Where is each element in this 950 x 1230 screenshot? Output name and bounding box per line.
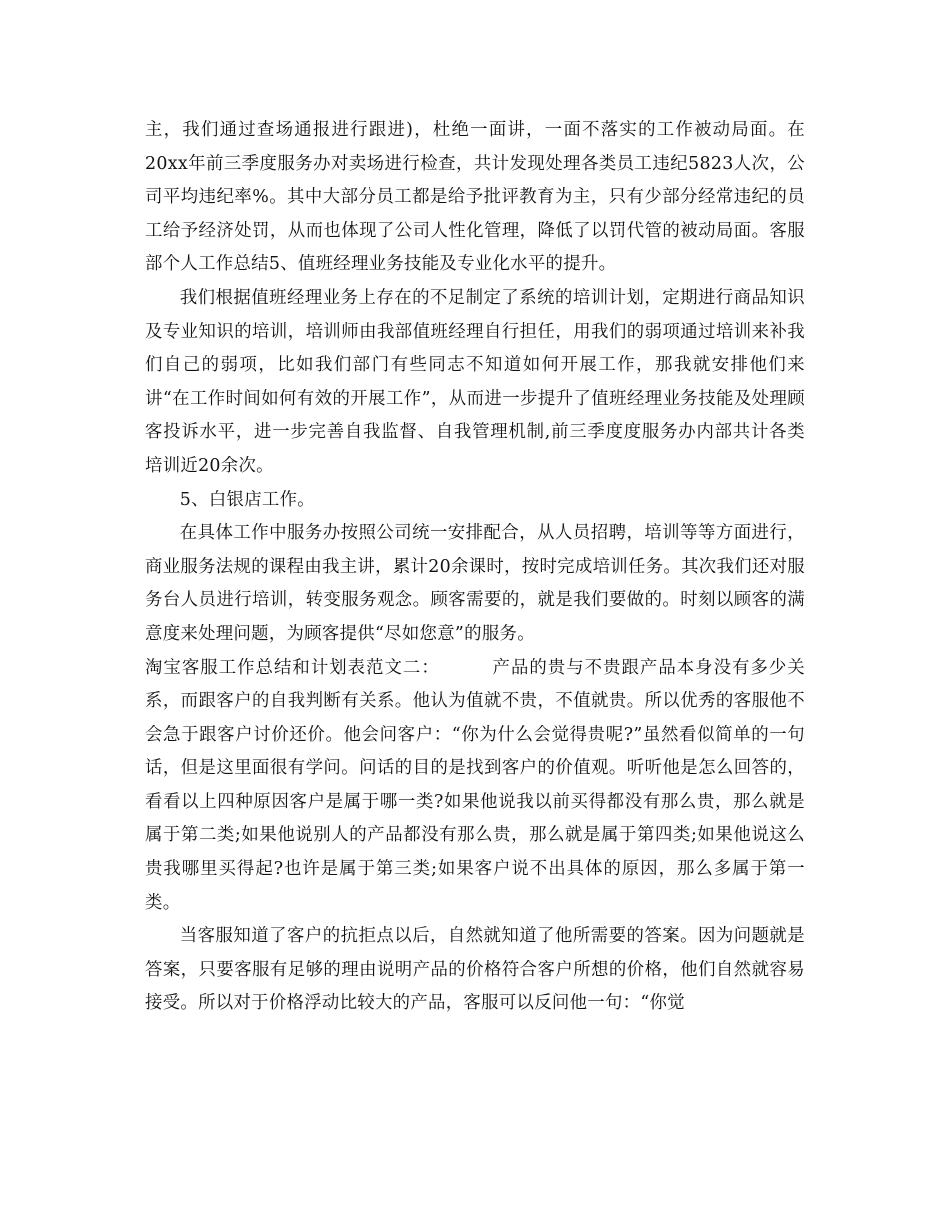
section-heading: 淘宝客服工作总结和计划表范文二： [145, 657, 440, 678]
section-text: 产品的贵与不贵跟产品本身没有多少关系，而跟客户的自我判断有关系。他认为值就不贵，不值就贵。所以优秀的客服他不会急于跟客户讨价还价。他会问客户：“你为什么会觉得贵呢?”虽然看似简单的一句话，但是这里面很有学问。问话的目的是找到客户的价值观。听听他是怎么回答的，看看以上四种原因客户是属于哪一类?如果他说我以前买得都没有那么贵，那么就是属于第二类;如果他说别人的产品都没有那么贵，那么就是属于第四类;如果他说这么贵我哪里买得起?也许是属于第三类;如果客户说不出具体的原因，那么多属于第一类。 [145, 657, 805, 913]
paragraph-4: 在具体工作中服务办按照公司统一安排配合，从人员招聘，培训等等方面进行，商业服务法规的课程由我主讲，累计20余课时，按时完成培训任务。其次我们还对服务台人员进行培训，转变服务观念。顾客需要的，就是我们要做的。时刻以顾客的满意度来处理问题，为顾客提供“尽如您意”的服务。 [145, 523, 805, 644]
section-paragraph [145, 652, 805, 921]
paragraph-1: 主，我们通过查场通报进行跟进)，杜绝一面讲，一面不落实的工作被动局面。在20xx年前三季度服务办对卖场进行检查，共计发现处理各类员工违纪5823人次，公司平均违纪率%。其中大部分员工都是给予批评教育为主，只有少部分经常违纪的员工给予经济处罚，从而也体现了公司人性化管理，降低了以罚代管的被动局面。客服部个人工作总结5、值班经理业务技能及专业化水平的提升。 [145, 120, 805, 275]
paragraph-6: 当客服知道了客户的抗拒点以后，自然就知道了他所需要的答案。因为问题就是答案，只要客服有足够的理由说明产品的价格符合客户所想的价格，他们自然就容易接受。所以对于价格浮动比较大的产品，客服可以反问他一句：“你觉 [145, 926, 805, 1014]
paragraph-3: 5、白银店工作。 [179, 489, 315, 510]
paragraph-2: 我们根据值班经理业务上存在的不足制定了系统的培训计划，定期进行商品知识及专业知识的培训，培训师由我部值班经理自行担任，用我们的弱项通过培训来补我们自己的弱项，比如我们部门有些同志不知道如何开展工作，那我就安排他们来讲“在工作时间如何有效的开展工作”，从而进一步提升了值班经理业务技能及处理顾客投诉水平，进一步完善自我监督、自我管理机制,前三季度度服务办内部共计各类培训近20余次。 [145, 287, 805, 476]
document-body [145, 114, 805, 1021]
